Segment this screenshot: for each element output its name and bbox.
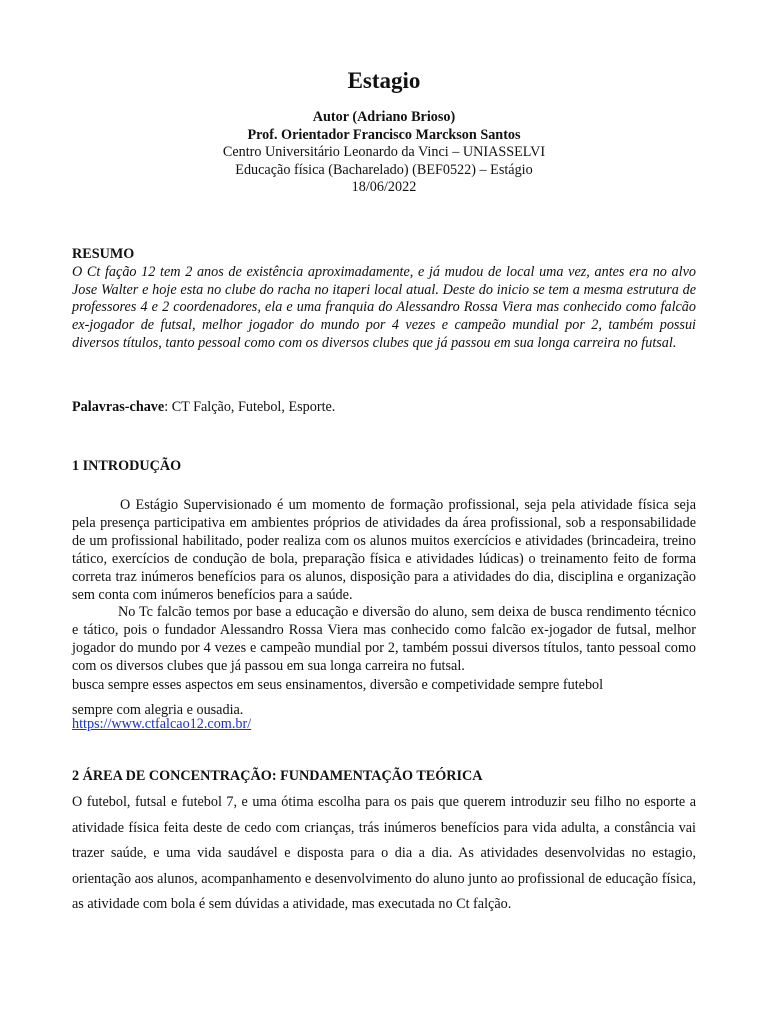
section1-paragraph-3: busca sempre esses aspectos em seus ensinamentos, diversão e competividade sempre futebol xyxy=(72,677,604,694)
abstract-text: O Ct fação 12 tem 2 anos de existência aproximadamente, e já mudou de local uma vez, antes era no alvo Jose Walter e hoje esta no clube do racha no itaperi local atual. Deste do inicio se tem a mesma estrutura de professores 4 e 2 coordenadores, ela e uma franquia do Alessandro Rossa Viera mas conhecido como falcão ex-jogador de futsal, melhor jogador do mundo por 4 vezes e campeão mundial por 2, também possui diversos títulos, tanto pessoal como com os diversos clubes que já passou em sua longa carreira no futsal. xyxy=(72,263,696,351)
date-line: 18/06/2022 xyxy=(351,179,417,195)
author-block xyxy=(72,109,696,197)
section2-paragraph-1: O futebol, futsal e futebol 7, e uma ótima escolha para os pais que querem introduzir seu filho no esporte a atividade física feita deste de cedo com crianças, trás inúmeros benefícios para vida adulta, a constância vai trazer saúde, e uma vida saudável e disposta para o dia a dia. As atividades desenvolvidas no estagio, orientação aos alunos, acompanhamento e desenvolvimento do aluno junto ao profissional de educação física, as atividade com bola é sem dúvidas a atividade, mas executada no Ct falção. xyxy=(72,794,696,913)
keywords-text: : CT Falção, Futebol, Esporte. xyxy=(164,399,336,415)
document-title: Estagio xyxy=(347,68,421,93)
advisor-line: Prof. Orientador Francisco Marckson Santos xyxy=(247,126,521,143)
section2-heading: 2 ÁREA DE CONCENTRAÇÃO: FUNDAMENTAÇÃO TEÓRICA xyxy=(72,768,483,784)
section1-heading: 1 INTRODUÇÃO xyxy=(72,458,182,474)
keywords-label: Palavras-chave xyxy=(72,399,165,415)
section1-paragraph-1: O Estágio Supervisionado é um momento de formação profissional, seja pela atividade física seja pela presença participativa em ambientes próprios de atividades da área profissional, sob a responsabilidade de um profissional habilitado, poder realiza com os alunos muitos exercícios e atividades (brincadeira, treino tático, exercícios de condução de bola, preparação física e atividades lúdicas) o treinamento feito de forma correta traz inúmeros benefícios para os alunos, disposição para a atividades do dia, disciplina e organização sem conta com inúmeros benefícios para a saúde. xyxy=(72,497,696,603)
section1-paragraph-2: No Tc falcão temos por base a educação e diversão do aluno, sem deixa de busca rendimento técnico e tático, pois o fundador Alessandro Rossa Viera mas conhecido como falcão ex-jogador de futsal, melhor jogador do mundo por 4 vezes e campeão mundial por 2, também possui diversos títulos, tanto pessoal como com os diversos clubes que já passou em sua longa carreira no futsal. xyxy=(72,604,696,675)
abstract-section xyxy=(72,246,696,353)
section1-body xyxy=(72,497,696,720)
course-line: Educação física (Bacharelado) (BEF0522) – Estágio xyxy=(235,161,533,178)
website-link[interactable]: https://www.ctfalcao12.com.br/ xyxy=(72,716,252,732)
author-line: Autor (Adriano Brioso) xyxy=(312,109,456,125)
section1-paragraph-4: sempre com alegria e ousadia. xyxy=(72,701,244,718)
section2-body xyxy=(72,790,696,918)
abstract-label: RESUMO xyxy=(72,246,135,262)
institution-line: Centro Universitário Leonardo da Vinci – UNIASSELVI xyxy=(222,144,546,160)
keywords-line xyxy=(72,399,696,416)
